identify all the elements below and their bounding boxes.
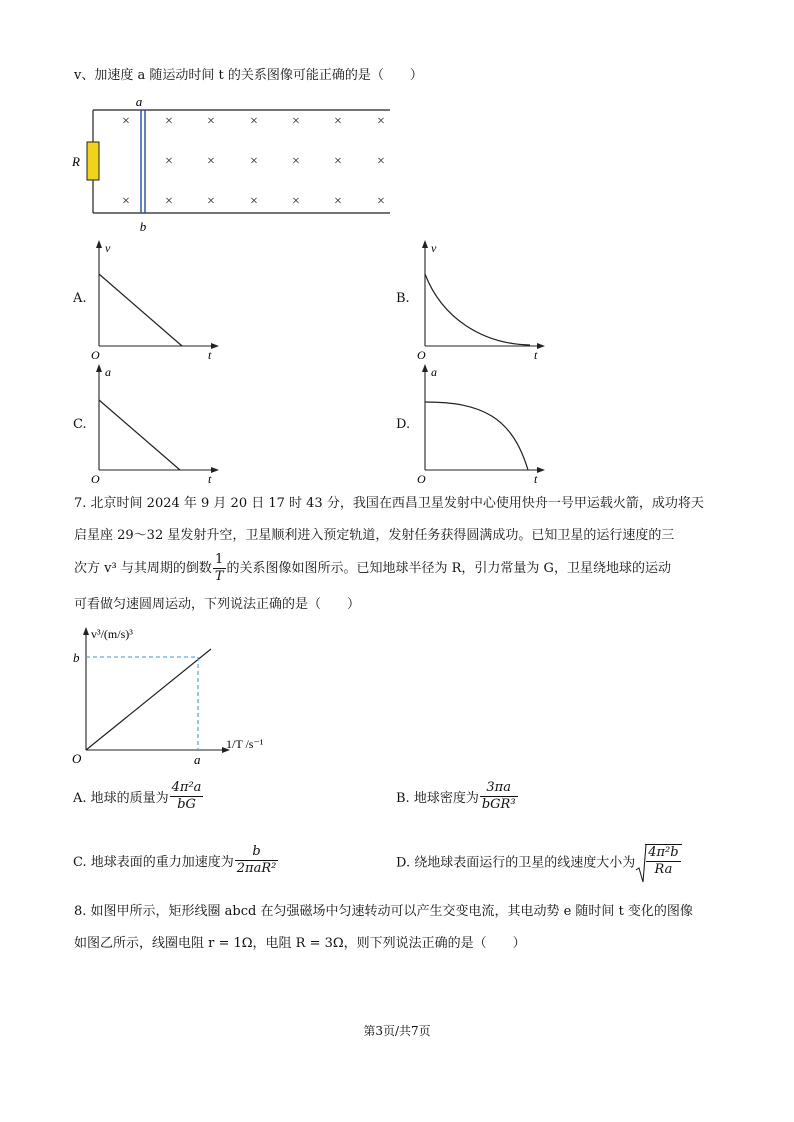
square-root — [635, 844, 681, 878]
field-cross-icon: × — [377, 194, 385, 209]
q6-option-c-graph — [86, 362, 226, 484]
axis-y-label: v — [105, 241, 111, 255]
field-cross-icon: × — [250, 154, 258, 169]
q6-stem-tail: v、加速度 a 随运动时间 t 的关系图像可能正确的是（ ） — [74, 68, 423, 83]
x-axis-label: 1/T /s⁻¹ — [226, 737, 264, 751]
q7-v3-vs-inverse-period-graph — [70, 622, 270, 768]
field-cross-icon: × — [334, 154, 342, 169]
q6-option-b-label: B. — [396, 291, 410, 306]
fraction-numerator: b — [235, 844, 279, 861]
axis-x-label: t — [208, 472, 212, 484]
field-cross-icon: × — [165, 194, 173, 209]
axis-x-label: t — [208, 348, 212, 360]
option-fraction — [170, 780, 204, 813]
field-cross-icon: × — [292, 194, 300, 209]
option-text: D. 绕地球表面运行的卫星的线速度大小为 — [396, 855, 636, 871]
option-text: A. 地球的质量为 — [73, 791, 169, 806]
y-mark-b: b — [73, 650, 80, 665]
q8-line-1: 8. 如图甲所示，矩形线圈 abcd 在匀强磁场中匀速转动可以产生交变电流，其电动势 e 随时间 t 变化的图像 — [74, 904, 693, 919]
option-text: C. 地球表面的重力加速度为 — [73, 855, 234, 870]
q7-option-c — [73, 844, 279, 877]
fraction-numerator: 4π²a — [171, 780, 202, 795]
q6-option-c-label: C. — [73, 417, 87, 432]
option-text: B. 地球密度为 — [396, 791, 479, 806]
q7-option-d — [396, 844, 682, 878]
fraction-denominator: 2πaR² — [236, 861, 277, 876]
q6-circuit-figure — [66, 92, 396, 234]
fraction-denominator: bG — [177, 797, 196, 812]
y-axis-label: v³/(m/s)³ — [91, 627, 133, 641]
q6-option-b-graph — [412, 238, 552, 360]
q7-option-a — [73, 780, 204, 813]
option-fraction — [646, 845, 680, 878]
option-fraction — [235, 844, 279, 877]
magnetic-field-crosses — [122, 114, 385, 209]
q6-option-d-label: D. — [396, 417, 411, 432]
q6-option-a-graph — [86, 238, 226, 360]
field-cross-icon: × — [377, 154, 385, 169]
resistor-label: R — [72, 154, 80, 169]
field-cross-icon: × — [122, 114, 130, 129]
fraction-numerator: 1 — [213, 552, 226, 569]
page-number: 第3页/共7页 — [363, 1024, 431, 1038]
option-fraction — [480, 780, 518, 813]
axis-y-label: a — [105, 365, 111, 379]
fraction-denominator: T — [214, 569, 224, 584]
radical-sign-icon — [635, 844, 647, 884]
field-cross-icon: × — [207, 114, 215, 129]
rod-label-b: b — [139, 219, 147, 234]
q7-line-1: 7. 北京时间 2024 年 9 月 20 日 17 时 43 分，我国在西昌卫星发射中心使用快舟一号甲运载火箭，成功将天 — [74, 496, 704, 511]
q7-line-4: 可看做匀速圆周运动，下列说法正确的是（ ） — [74, 597, 361, 612]
axis-x-label: t — [534, 348, 538, 360]
field-cross-icon: × — [165, 114, 173, 129]
fraction-denominator: bGR³ — [481, 797, 516, 812]
origin-label: O — [417, 348, 426, 360]
field-cross-icon: × — [207, 194, 215, 209]
field-cross-icon: × — [207, 154, 215, 169]
field-cross-icon: × — [250, 194, 258, 209]
field-cross-icon: × — [165, 154, 173, 169]
q7-line-2: 启星座 29～32 星发射升空，卫星顺利进入预定轨道，发射任务获得圆满成功。已知卫星的运行速度的三 — [74, 528, 675, 543]
field-cross-icon: × — [250, 114, 258, 129]
q6-option-d-graph — [412, 362, 552, 484]
q7-line-3 — [74, 552, 671, 586]
fraction-numerator: 3πa — [480, 780, 518, 797]
fraction-denominator: Ra — [654, 862, 673, 877]
q8-line-2: 如图乙所示，线圈电阻 r = 1Ω，电阻 R = 3Ω，则下列说法正确的是（ ） — [74, 936, 526, 951]
axis-y-label: v — [431, 241, 437, 255]
q7-option-b — [396, 780, 519, 813]
x-mark-a: a — [194, 752, 201, 767]
field-cross-icon: × — [292, 114, 300, 129]
rod-label-a: a — [135, 94, 143, 109]
field-cross-icon: × — [334, 114, 342, 129]
q7-line-3-part-a: 次方 v³ 与其周期的倒数 — [74, 561, 212, 576]
origin-label: O — [72, 751, 82, 766]
field-cross-icon: × — [377, 114, 385, 129]
axis-x-label: t — [534, 472, 538, 484]
field-cross-icon: × — [122, 194, 130, 209]
field-cross-icon: × — [292, 154, 300, 169]
origin-label: O — [91, 472, 100, 484]
origin-label: O — [417, 472, 426, 484]
axis-y-label: a — [431, 365, 437, 379]
q7-line-3-part-b: 的关系图像如图所示。已知地球半径为 R，引力常量为 G，卫星绕地球的运动 — [226, 561, 671, 576]
reciprocal-period-fraction — [213, 552, 226, 585]
fraction-numerator: 4π²b — [648, 845, 679, 860]
origin-label: O — [91, 348, 100, 360]
q6-option-a-label: A. — [73, 291, 87, 306]
field-cross-icon: × — [334, 194, 342, 209]
